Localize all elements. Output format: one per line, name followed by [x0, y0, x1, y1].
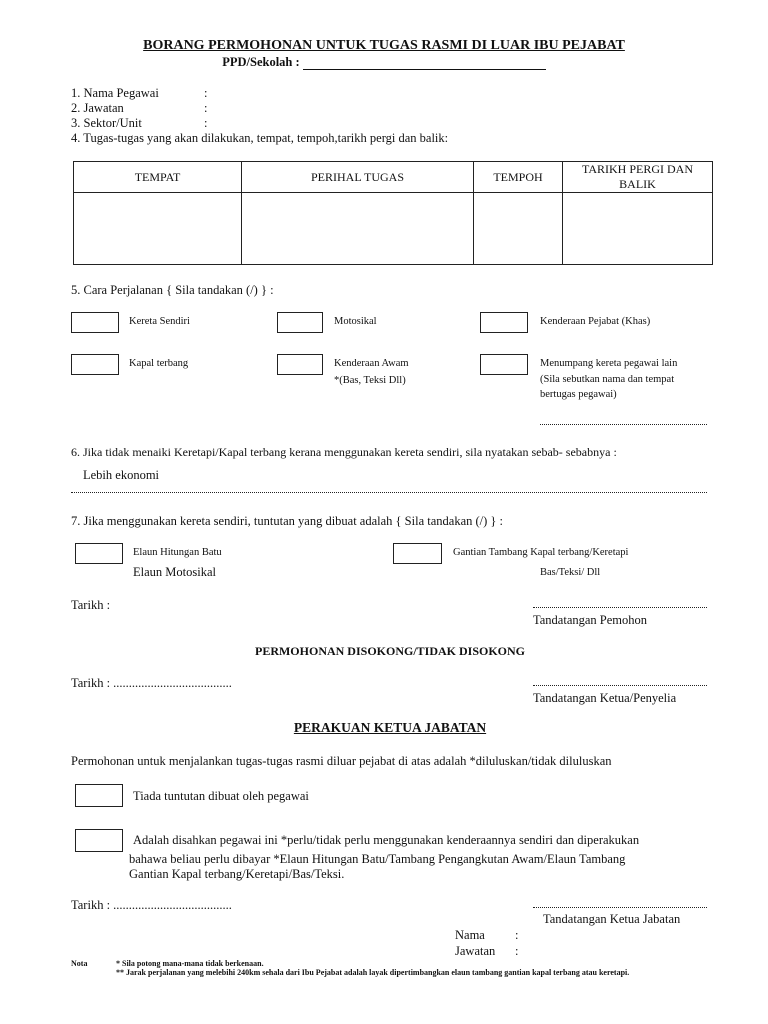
school-label: PPD/Sekolah : — [222, 55, 300, 69]
signature-ketua-jabatan-line[interactable] — [533, 907, 707, 908]
tarikh-ketua-jabatan: Tarikh : ...................................... — [71, 898, 232, 912]
school-input-line[interactable] — [303, 57, 546, 70]
colon-sektor: : — [204, 116, 208, 130]
table-row — [74, 193, 713, 265]
label-kereta-sendiri: Kereta Sendiri — [129, 316, 190, 327]
checkbox-disahkan[interactable] — [75, 829, 123, 852]
colon-jawatan: : — [204, 101, 208, 115]
answer-6: Lebih ekonomi — [83, 468, 160, 482]
label-kenderaan-pejabat: Kenderaan Pejabat (Khas) — [540, 316, 651, 327]
label-kenderaan-awam: Kenderaan Awam — [334, 358, 409, 369]
checkbox-tiada-tuntutan[interactable] — [75, 784, 123, 807]
header-perihal-tugas: PERIHAL TUGAS — [242, 162, 474, 193]
checkbox-menumpang[interactable] — [480, 354, 528, 375]
cell-perihal-tugas[interactable] — [242, 193, 474, 265]
label-kenderaan-awam-note: *(Bas, Teksi Dll) — [334, 375, 406, 386]
checkbox-kenderaan-awam[interactable] — [277, 354, 323, 375]
form-title: BORANG PERMOHONAN UNTUK TUGAS RASMI DI LUAR IBU PEJABAT — [143, 38, 625, 53]
checkbox-motosikal[interactable] — [277, 312, 323, 333]
cell-tempoh[interactable] — [474, 193, 563, 265]
label-nama-pegawai: 1. Nama Pegawai — [71, 86, 159, 100]
label-tandatangan-pemohon: Tandatangan Pemohon — [533, 613, 648, 627]
label-tiada-tuntutan: Tiada tuntutan dibuat oleh pegawai — [133, 789, 309, 803]
label-gantian-tambang: Gantian Tambang Kapal terbang/Keretapi — [453, 547, 629, 558]
label-menumpang-note2: bertugas pegawai) — [540, 389, 617, 400]
question-5: 5. Cara Perjalanan { Sila tandakan (/) } : — [71, 283, 274, 297]
label-nama: Nama — [455, 928, 485, 942]
nota-line-1: * Sila potong mana-mana tidak berkenaan. — [116, 959, 264, 968]
task-table — [73, 161, 713, 265]
question-6: 6. Jika tidak menaiki Keretapi/Kapal terbang kerana menggunakan kereta sendiri, sila nyatakan sebab- sebabnya : — [71, 445, 617, 459]
label-elaun-hitungan-batu: Elaun Hitungan Batu — [133, 547, 222, 558]
checkbox-kereta-sendiri[interactable] — [71, 312, 119, 333]
header-tarikh: TARIKH PERGI DAN BALIK — [563, 162, 713, 193]
signature-penyelia-line[interactable] — [533, 685, 707, 686]
label-motosikal: Motosikal — [334, 316, 377, 327]
checkbox-kapal-terbang[interactable] — [71, 354, 119, 375]
colon-ketua-nama: : — [515, 928, 519, 942]
menumpang-dotted-line[interactable] — [540, 424, 707, 425]
nota-line-2: ** Jarak perjalanan yang melebihi 240km sehala dari Ibu Pejabat adalah layak dipertimbangkan elaun tambang gantian kapal terbang atau keretapi. — [116, 968, 630, 977]
label-tandatangan-penyelia: Tandatangan Ketua/Penyelia — [533, 691, 677, 705]
cell-tarikh[interactable] — [563, 193, 713, 265]
label-disahkan-2: bahawa beliau perlu dibayar *Elaun Hitungan Batu/Tambang Pengangkutan Awam/Elaun Tambang — [129, 852, 626, 866]
tarikh-penyelia: Tarikh : ...................................... — [71, 676, 232, 690]
colon-ketua-jawatan: : — [515, 944, 519, 958]
table-header-row — [74, 162, 713, 193]
label-tandatangan-ketua-jabatan: Tandatangan Ketua Jabatan — [543, 912, 681, 926]
checkbox-kenderaan-pejabat[interactable] — [480, 312, 528, 333]
perakuan-statement: Permohonan untuk menjalankan tugas-tugas rasmi diluar pejabat di atas adalah *diluluskan/tidak diluluskan — [71, 754, 612, 768]
label-jawatan: 2. Jawatan — [71, 101, 124, 115]
support-heading: PERMOHONAN DISOKONG/TIDAK DISOKONG — [254, 644, 526, 658]
label-kapal-terbang: Kapal terbang — [129, 358, 189, 369]
label-disahkan-3: Gantian Kapal terbang/Keretapi/Bas/Teksi. — [129, 867, 345, 881]
school-line — [0, 55, 768, 70]
label-elaun-motosikal: Elaun Motosikal — [133, 565, 216, 579]
label-menumpang-note1: (Sila sebutkan nama dan tempat — [540, 374, 675, 385]
signature-pemohon-line[interactable] — [533, 607, 707, 608]
label-menumpang: Menumpang kereta pegawai lain — [540, 358, 678, 369]
q6-dotted-line[interactable] — [71, 492, 707, 493]
checkbox-gantian-tambang[interactable] — [393, 543, 442, 564]
tarikh-pemohon: Tarikh : — [71, 598, 111, 612]
header-tempat: TEMPAT — [74, 162, 242, 193]
cell-tempat[interactable] — [74, 193, 242, 265]
label-jawatan-ketua: Jawatan — [455, 944, 496, 958]
perakuan-heading: PERAKUAN KETUA JABATAN — [293, 720, 487, 735]
question-4: 4. Tugas-tugas yang akan dilakukan, tempat, tempoh,tarikh pergi dan balik: — [71, 131, 449, 145]
header-tempoh: TEMPOH — [474, 162, 563, 193]
colon-nama: : — [204, 86, 208, 100]
nota-label: Nota — [71, 959, 88, 968]
label-sektor: 3. Sektor/Unit — [71, 116, 142, 130]
label-disahkan-1: Adalah disahkan pegawai ini *perlu/tidak perlu menggunakan kenderaannya sendiri dan diperakukan — [133, 833, 640, 847]
question-7: 7. Jika menggunakan kereta sendiri, tuntutan yang dibuat adalah { Sila tandakan (/) } : — [71, 514, 504, 528]
checkbox-elaun-hitungan-batu[interactable] — [75, 543, 123, 564]
label-gantian-tambang-note: Bas/Teksi/ Dll — [540, 567, 601, 578]
